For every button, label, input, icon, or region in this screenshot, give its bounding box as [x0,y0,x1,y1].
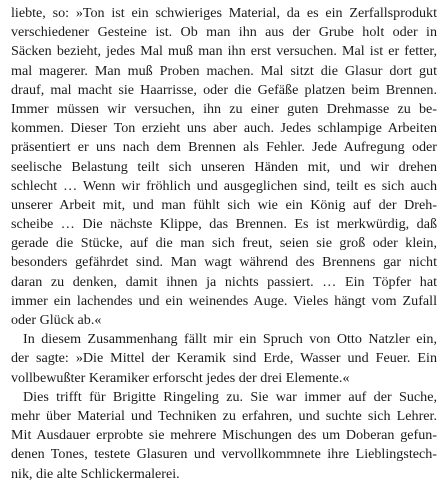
text-line: In diesem Zusammenhang fällt mir ein Spruch von Otto Natzler ein, [23,331,437,348]
text-line: verschiedener Gesteine ist. Ob man ihn aus der Grube holt oder in [11,24,437,41]
text-line: nik, die alte Schlickermalerei. [11,465,180,482]
text-line: daran zu denken, damit ihnen ja nichts passiert. … Ein Töpfer hat [11,273,437,290]
text-line: schlecht … Wenn wir fröhlich und ausgeglichen sind, teilt es sich auch [11,177,437,194]
text-line: Immer müssen wir versuchen, ihn zu einer guten Drehmasse zu be- [11,100,437,117]
text-line: mal magerer. Man muß Proben machen. Mal sitzt die Glasur dort gut [11,62,437,79]
text-line: Dies trifft für Brigitte Ringeling zu. Sie war immer auf der Suche, [23,388,437,405]
text-line: mehr über Material und Techniken zu erfahren, und suchte sich Lehrer. [11,407,437,424]
text-line: präsentiert er uns nach dem Brennen als Fehler. Jede Aufregung oder [11,139,437,156]
text-line: denen Tones, testete Glasuren und vervollkommnete ihre Lieblingstech- [11,446,437,463]
text-line: immer ein lachendes und ein weinendes Auge. Vieles hängt vom Zufall [11,292,437,309]
text-line: Mit Ausdauer erprobte sie mehrere Mischungen des um Doberan gefun- [11,427,437,444]
text-line: drauf, mal macht sie Haarrisse, oder die Gefäße platzen beim Brennen. [11,81,437,98]
text-line: scheibe … Die nächste Klippe, das Brennen. Es ist merkwürdig, daß [11,216,437,233]
paragraph-potter-quote [11,4,437,330]
text-line: vollbewußter Keramiker erforscht jedes der drei Elemente.« [11,369,350,386]
text-line: gerade die Stücke, auf die man sich freut, seien sie groß oder klein, [11,235,437,252]
text-line: oder Glück ab.« [11,312,102,328]
text-line: unserer Arbeit mit, und man fühlt sich wie ein König auf der Dreh- [11,196,437,213]
text-line: der sagte: »Die Mittel der Keramik sind Erde, Wasser und Feuer. Ein [11,350,437,367]
text-line: seelische Belastung teilt sich unseren Händen mit, und wir drehen [11,158,437,175]
document-page [11,4,437,484]
text-line: besonders gefährdet sind. Man wagt während des Brennens gar nicht [11,254,437,271]
paragraph-natzler-saying [11,330,437,388]
text-line: Säcken bezieht, jedes Mal muß man ihn erst versuchen. Mal ist er fetter, [11,43,437,60]
paragraph-brigitte-ringeling [11,388,437,484]
text-line: liebte, so: »Ton ist ein schwieriges Material, da es ein Zerfallsprodukt [11,5,437,21]
text-line: kommen. Dieser Ton erzieht uns aber auch. Jedes schlampige Arbeiten [11,120,437,137]
